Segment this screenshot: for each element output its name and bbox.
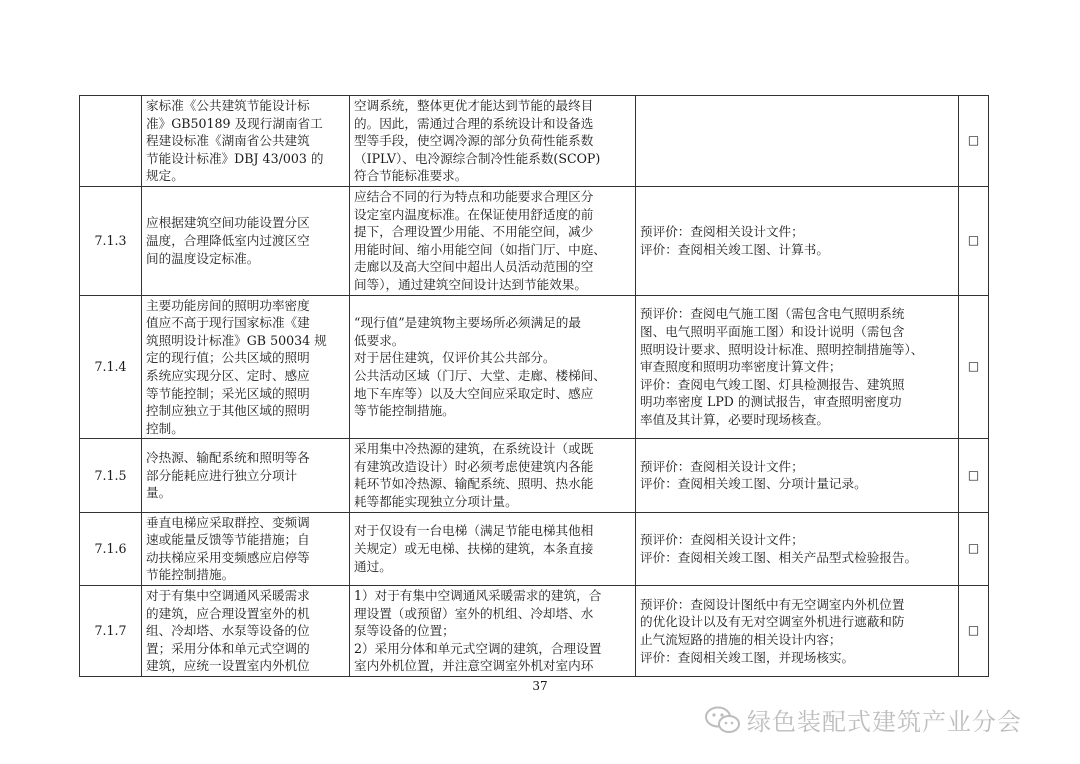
checkbox[interactable]: □ [959,439,989,512]
clause-number: 7.1.6 [80,512,142,585]
page-number: 37 [532,679,548,693]
checkbox[interactable]: □ [959,96,989,187]
requirement-cell: 垂直电梯应采取群控、变频调 速或能量反馈等节能措施；自 动扶梯应采用变频感应启停等 节能控制措施。 [142,512,350,585]
evaluation-cell: 预评价：查阅电气施工图（需包含电气照明系统 图、电气照明平面施工图）和设计说明（需包含 照明设计要求、照明设计标准、照明控制措施等）、 审查照度和照明功率密度计算文件； 评价：查阅电气竣工图、灯具检测报告、建筑照 明功率密度 LPD 的测试报告，审查照明密度功 率值及其计算，必要时现场核查。 [636,295,959,439]
checkbox[interactable]: □ [959,586,989,677]
explanation-cell: 对于仅设有一台电梯（满足节能电梯其他相 关规定）或无电梯、扶梯的建筑，本条直接 通过。 [350,512,636,585]
clause-number [80,96,142,187]
explanation-cell: 空调系统，整体更优才能达到节能的最终目 的。因此，需通过合理的系统设计和设备选 型等手段，使空调冷源的部分负荷性能系数 （IPLV）、电冷源综合制冷性能系数(SCOP) 符合节能标准要求。 [350,96,636,187]
clause-number: 7.1.3 [80,186,142,295]
requirement-cell: 冷热源、输配系统和照明等各 部分能耗应进行独立分项计 量。 [142,439,350,512]
evaluation-cell: 预评价：查阅相关设计文件； 评价：查阅相关竣工图、计算书。 [636,186,959,295]
checkbox[interactable]: □ [959,295,989,439]
evaluation-cell: 预评价：查阅设计图纸中有无空调室内外机位置 的优化设计以及有无对空调室外机进行遮蔽和防 止气流短路的措施的相关设计内容； 评价：查阅相关竣工图，并现场核实。 [636,586,959,677]
evaluation-cell: 预评价：查阅相关设计文件； 评价：查阅相关竣工图、分项计量记录。 [636,439,959,512]
clause-number: 7.1.4 [80,295,142,439]
table-row [80,295,989,439]
checkbox[interactable]: □ [959,186,989,295]
requirement-cell: 对于有集中空调通风采暖需求 的建筑，应合理设置室外的机 组、冷却塔、水泵等设备的位 置；采用分体和单元式空调的 建筑，应统一设置室内外机位 [142,586,350,677]
requirement-cell: 应根据建筑空间功能设置分区 温度，合理降低室内过渡区空 间的温度设定标准。 [142,186,350,295]
explanation-cell: 采用集中冷热源的建筑，在系统设计（或既 有建筑改造设计）时必须考虑使建筑内各能 耗环节如冷热源、输配系统、照明、热水能 耗等都能实现独立分项计量。 [350,439,636,512]
watermark [703,702,1022,737]
standards-table [79,95,989,677]
checkbox[interactable]: □ [959,512,989,585]
requirement-cell: 家标准《公共建筑节能设计标 准》GB50189 及现行湖南省工 程建设标准《湖南省公共建筑 节能设计标准》DBJ 43/003 的 规定。 [142,96,350,187]
wechat-icon [703,705,743,735]
table-row [80,186,989,295]
explanation-cell: “现行值”是建筑物主要场所必须满足的最 低要求。 对于居住建筑，仅评价其公共部分。 公共活动区域（门厅、大堂、走廊、楼梯间、 地下车库等）以及大空间应采取定时、感应 等节能控制措施。 [350,295,636,439]
evaluation-cell [636,96,959,187]
explanation-cell: 1）对于有集中空调通风采暖需求的建筑，合 理设置（或预留）室外的机组、冷却塔、水 泵等设备的位置； 2）采用分体和单元式空调的建筑，合理设置 室内外机位置，并注意空调室外机对室内环 [350,586,636,677]
table-row [80,96,989,187]
requirement-cell: 主要功能房间的照明功率密度 值应不高于现行国家标准《建 筑照明设计标准》GB 50034 规 定的现行值；公共区域的照明 系统应实现分区、定时、感应 等节能控制；采光区域的照明 控制应独立于其他区域的照明 控制。 [142,295,350,439]
watermark-text: 绿色装配式建筑产业分会 [747,708,1022,736]
clause-number: 7.1.7 [80,586,142,677]
evaluation-cell: 预评价：查阅相关设计文件； 评价：查阅相关竣工图、相关产品型式检验报告。 [636,512,959,585]
explanation-cell: 应结合不同的行为特点和功能要求合理区分 设定室内温度标准。在保证使用舒适度的前 提下，合理设置少用能、不用能空间，减少 用能时间、缩小用能空间（如指门厅、中庭、 走廊以及高大空间中超出人员活动范围的空 间等），通过建筑空间设计达到节能效果。 [350,186,636,295]
table-row [80,586,989,677]
clause-number: 7.1.5 [80,439,142,512]
table-row [80,439,989,512]
table-row [80,512,989,585]
